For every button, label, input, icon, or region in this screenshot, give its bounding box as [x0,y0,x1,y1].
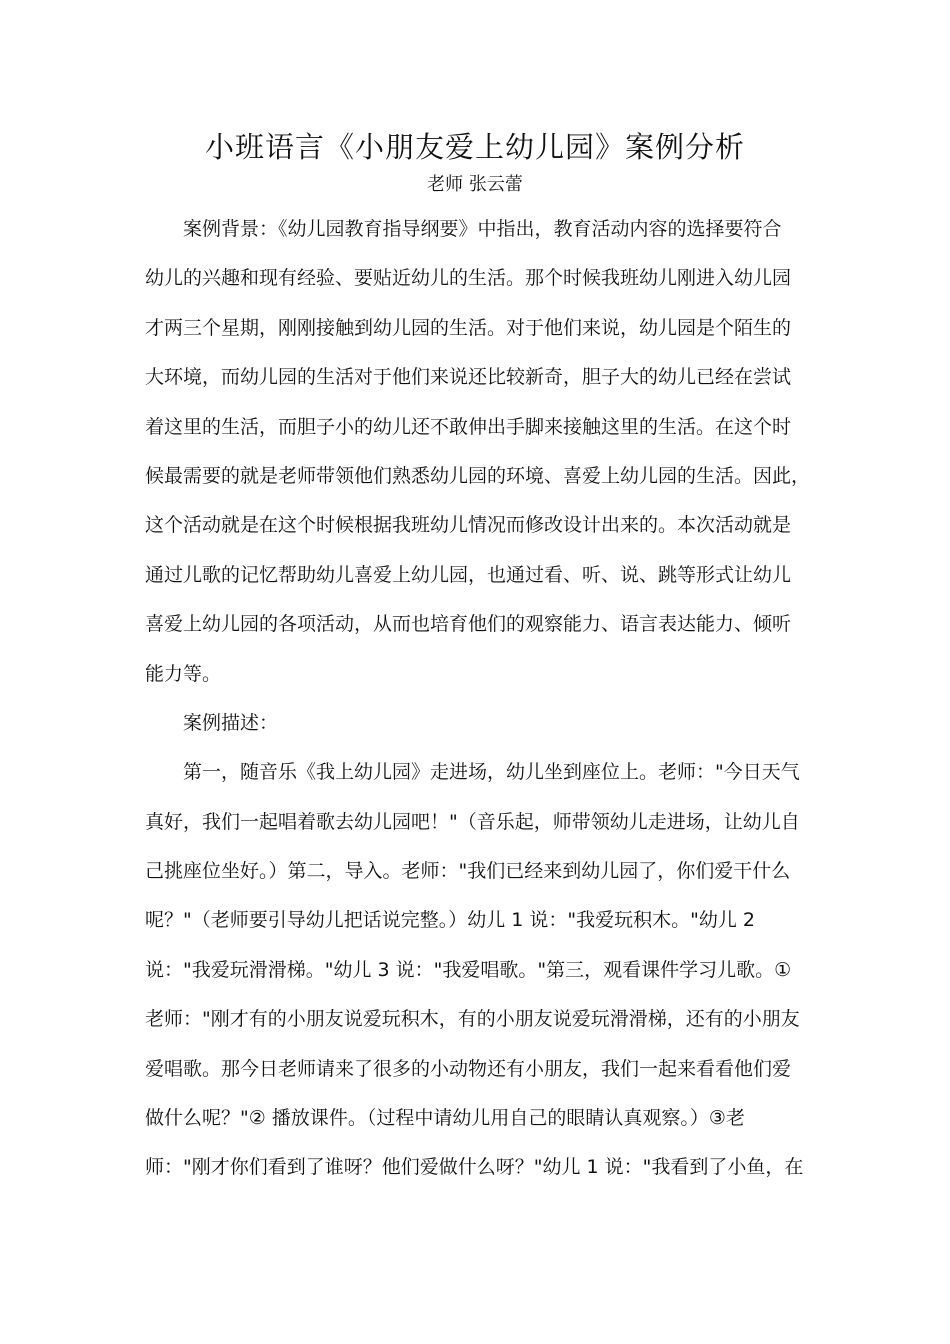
paragraph-line: 大环境，而幼儿园的生活对于他们来说还比较新奇，胆子大的幼儿已经在尝试 [145,366,792,389]
paragraph-line: 说："我爱玩滑滑梯。"幼儿 3 说："我爱唱歌。"第三，观看课件学习儿歌。① [145,958,792,981]
paragraph-line: 第一，随音乐《我上幼儿园》走进场，幼儿坐到座位上。老师："今日天气 [183,761,800,784]
paragraph-line: 着这里的生活，而胆子小的幼儿还不敢伸出手脚来接触这里的生活。在这个时 [145,415,792,438]
paragraph-line: 真好，我们一起唱着歌去幼儿园吧！"（音乐起，师带领幼儿走进场，让幼儿自 [145,810,800,833]
paragraph-line: 呢？"（老师要引导幼儿把话说完整。）幼儿 1 说："我爱玩积木。"幼儿 2 [145,909,756,932]
paragraph-line: 幼儿的兴趣和现有经验、要贴近幼儿的生活。那个时候我班幼儿刚进入幼儿园 [145,267,792,290]
section-heading: 案例描述： [183,711,279,734]
paragraph-line: 做什么呢？"② 播放课件。（过程中请幼儿用自己的眼睛认真观察。）③老 [145,1107,745,1130]
paragraph-line: 师："刚才你们看到了谁呀？他们爱做什么呀？"幼儿 1 说："我看到了小鱼，在 [145,1156,804,1179]
author-line: 老师 张云蕾 [427,174,523,195]
paragraph-line: 通过儿歌的记忆帮助幼儿喜爱上幼儿园，也通过看、听、说、跳等形式让幼儿 [145,563,792,586]
paragraph-line: 候最需要的就是老师带领他们熟悉幼儿园的环境、喜爱上幼儿园的生活。因此， [145,464,811,487]
paragraph-line: 案例背景：《幼儿园教育指导纲要》中指出，教育活动内容的选择要符合 [183,218,782,240]
paragraph-line: 爱唱歌。那今日老师请来了很多的小动物还有小朋友，我们一起来看看他们爱 [145,1057,792,1080]
paragraph-line: 能力等。 [145,662,222,685]
document-body [145,205,810,1193]
paragraph-line: 这个活动就是在这个时候根据我班幼儿情况而修改设计出来的。本次活动就是 [145,514,792,537]
paragraph-line: 才两三个星期，刚刚接触到幼儿园的生活。对于他们来说，幼儿园是个陌生的 [145,316,792,339]
paragraph-line: 己挑座位坐好。）第二，导入。老师："我们已经来到幼儿园了，你们爱干什么 [145,860,791,883]
paragraph-line: 老师："刚才有的小朋友说爱玩积木，有的小朋友说爱玩滑滑梯，还有的小朋友 [145,1008,800,1031]
paragraph-line: 喜爱上幼儿园的各项活动，从而也培育他们的观察能力、语言表达能力、倾听 [145,613,792,636]
document-title: 小班语言《小朋友爱上幼儿园》案例分析 [204,130,745,164]
